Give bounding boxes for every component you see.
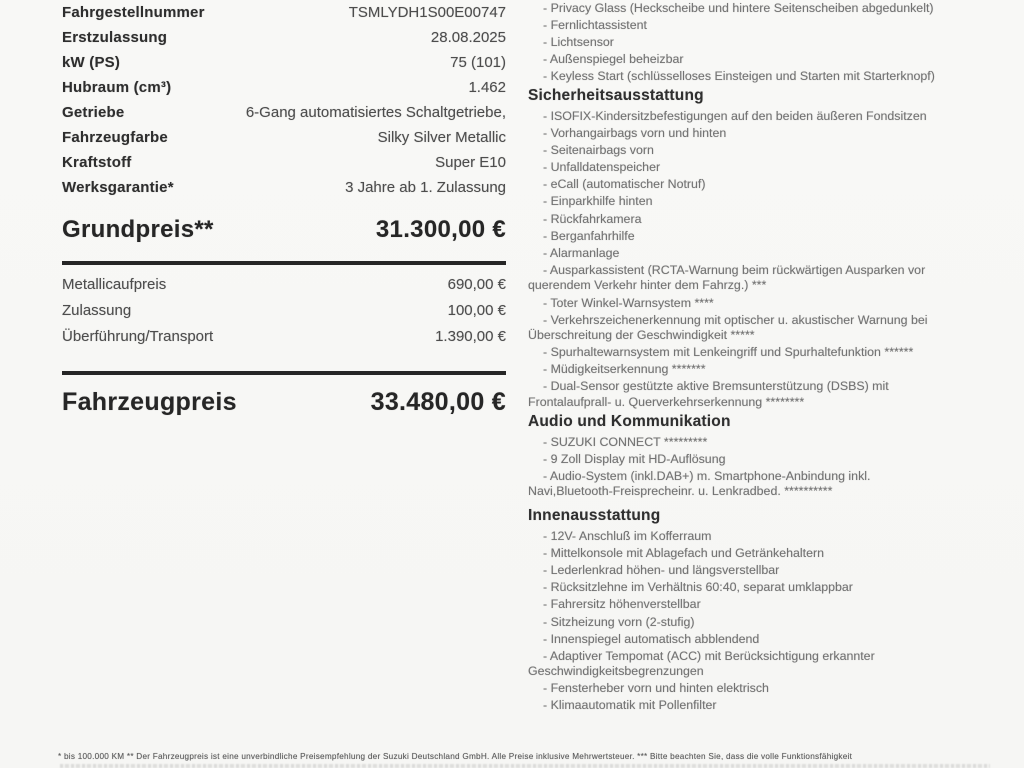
equipment-item: - Außenspiegel beheizbar [543, 52, 684, 67]
equipment-interior-list [528, 529, 938, 714]
base-price-value: 31.300,00 € [375, 216, 506, 243]
equipment-item: - Vorhangairbags vorn und hinten [543, 126, 727, 141]
spec-label: Fahrgestellnummer [62, 4, 205, 21]
equipment-item: - Einparkhilfe hinten [543, 194, 653, 209]
equipment-item: - Lichtsensor [543, 35, 614, 50]
equipment-item: - Fahrersitz höhenverstellbar [543, 597, 701, 612]
section-title-safety: Sicherheitsausstattung [528, 86, 704, 104]
equipment-item: - Klimaautomatik mit Pollenfilter [543, 698, 717, 713]
spec-row [62, 54, 506, 79]
extra-price-label: Überführung/Transport [62, 328, 214, 345]
spec-row [62, 4, 506, 29]
spec-value: 6-Gang automatisiertes Schaltgetriebe, [245, 104, 506, 121]
equipment-item: - Toter Winkel-Warnsystem **** [543, 295, 714, 310]
equipment-item: - ISOFIX-Kindersitzbefestigungen auf den beiden äußeren Fondsitzen [543, 108, 927, 123]
total-price-row [62, 388, 506, 417]
spec-value: 75 (101) [450, 54, 506, 71]
spec-value: 28.08.2025 [430, 29, 506, 46]
equipment-item: - Spurhaltewarnsystem mit Lenkeingriff und Spurhaltefunktion ****** [543, 345, 914, 360]
equipment-item: - 12V- Anschluß im Kofferraum [543, 529, 712, 544]
spec-label: Getriebe [62, 104, 125, 121]
spec-label: kW (PS) [62, 54, 121, 71]
vehicle-details-column [62, 4, 506, 417]
equipment-column [528, 1, 938, 716]
spec-value: 3 Jahre ab 1. Zulassung [345, 179, 506, 196]
equipment-item: - SUZUKI CONNECT ********* [543, 434, 708, 449]
equipment-item: - Seitenairbags vorn [543, 143, 654, 158]
spec-row [62, 179, 506, 204]
equipment-item: - Keyless Start (schlüsselloses Einsteigen und Starten mit Starterknopf) [543, 69, 935, 84]
equipment-item: - Fensterheber vorn und hinten elektrisch [543, 681, 769, 696]
spec-row [62, 129, 506, 154]
spec-value: 1.462 [468, 79, 506, 96]
equipment-item: - 9 Zoll Display mit HD-Auflösung [543, 451, 726, 466]
equipment-item: - Unfalldatenspeicher [543, 160, 661, 175]
equipment-item: - Lederlenkrad höhen- und längsverstellbar [543, 563, 780, 578]
equipment-item: - Dual-Sensor gestützte aktive Bremsunterstützung (DSBS) mit Frontalaufprall- u. Querverkehrserkennung ******** [528, 379, 889, 410]
divider-line [62, 261, 506, 265]
equipment-item: - eCall (automatischer Notruf) [543, 177, 706, 192]
section-title-audio: Audio und Kommunikation [528, 412, 731, 430]
spec-row [62, 79, 506, 104]
extra-price-value: 1.390,00 € [435, 328, 506, 345]
equipment-audio-list [528, 435, 938, 500]
spec-value: Silky Silver Metallic [377, 129, 506, 146]
equipment-item: - Alarmanlage [543, 245, 620, 260]
fine-print-footnote: * bis 100.000 KM ** Der Fahrzeugpreis ist eine unverbindliche Preisempfehlung der Suzuki Deutschland GmbH. Alle Preise inklusive Mehrwertsteuer. *** Bitte beachten Sie, dass die volle Funktionsfähigkeit [58, 752, 853, 761]
equipment-item: - Adaptiver Tempomat (ACC) mit Berücksichtigung erkannter Geschwindigkeitsbegrenzungen [528, 648, 875, 679]
spec-row [62, 154, 506, 179]
equipment-intro-list [528, 1, 938, 85]
equipment-item: - Sitzheizung vorn (2-stufig) [543, 614, 695, 629]
section-title-interior: Innenausstattung [528, 507, 661, 525]
spec-value: Super E10 [435, 154, 506, 171]
spec-row [62, 104, 506, 129]
equipment-item: - Berganfahrhilfe [543, 228, 635, 243]
equipment-item: - Privacy Glass (Heckscheibe und hintere Seitenscheiben abgedunkelt) [543, 1, 934, 15]
extra-price-row [62, 328, 506, 354]
spec-label: Hubraum (cm³) [62, 79, 172, 96]
total-price-label: Fahrzeugpreis [62, 388, 237, 416]
equipment-item: - Mittelkonsole mit Ablagefach und Getränkehaltern [543, 546, 825, 561]
base-price-row [62, 216, 506, 244]
spec-row [62, 29, 506, 54]
extra-price-row [62, 276, 506, 302]
spec-label: Erstzulassung [62, 29, 168, 46]
price-extras-table [62, 276, 506, 354]
equipment-safety-list [528, 109, 938, 411]
equipment-item: - Müdigkeitserkennung ******* [543, 362, 706, 377]
spec-label: Werksgarantie* [62, 179, 174, 196]
equipment-item: - Verkehrszeichenerkennung mit optischer u. akustischer Warnung bei Überschreitung der Geschwindigkeit ***** [528, 312, 928, 343]
spec-label: Fahrzeugfarbe [62, 129, 168, 146]
equipment-item: - Ausparkassistent (RCTA-Warnung beim rückwärtigen Ausparken vor querendem Verkehr hinter dem Fahrzg.) *** [528, 262, 926, 293]
spec-table [62, 4, 506, 204]
cutoff-text-line [60, 764, 990, 768]
base-price-label: Grundpreis** [62, 216, 214, 243]
total-price-value: 33.480,00 € [370, 388, 506, 416]
equipment-item: - Audio-System (inkl.DAB+) m. Smartphone-Anbindung inkl. Navi,Bluetooth-Freisprecheinr. u. Lenkradbed. ********** [528, 468, 871, 499]
extra-price-value: 690,00 € [447, 276, 506, 293]
divider-line [62, 371, 506, 375]
extra-price-label: Metallicaufpreis [62, 276, 167, 293]
equipment-item: - Rücksitzlehne im Verhältnis 60:40, separat umklappbar [543, 580, 853, 595]
extra-price-label: Zulassung [62, 302, 132, 319]
equipment-item: - Rückfahrkamera [543, 211, 642, 226]
equipment-item: - Fernlichtassistent [543, 18, 647, 33]
extra-price-value: 100,00 € [447, 302, 506, 319]
equipment-item: - Innenspiegel automatisch abblendend [543, 631, 760, 646]
spec-label: Kraftstoff [62, 154, 132, 171]
extra-price-row [62, 302, 506, 328]
spec-value: TSMLYDH1S00E00747 [348, 4, 506, 21]
